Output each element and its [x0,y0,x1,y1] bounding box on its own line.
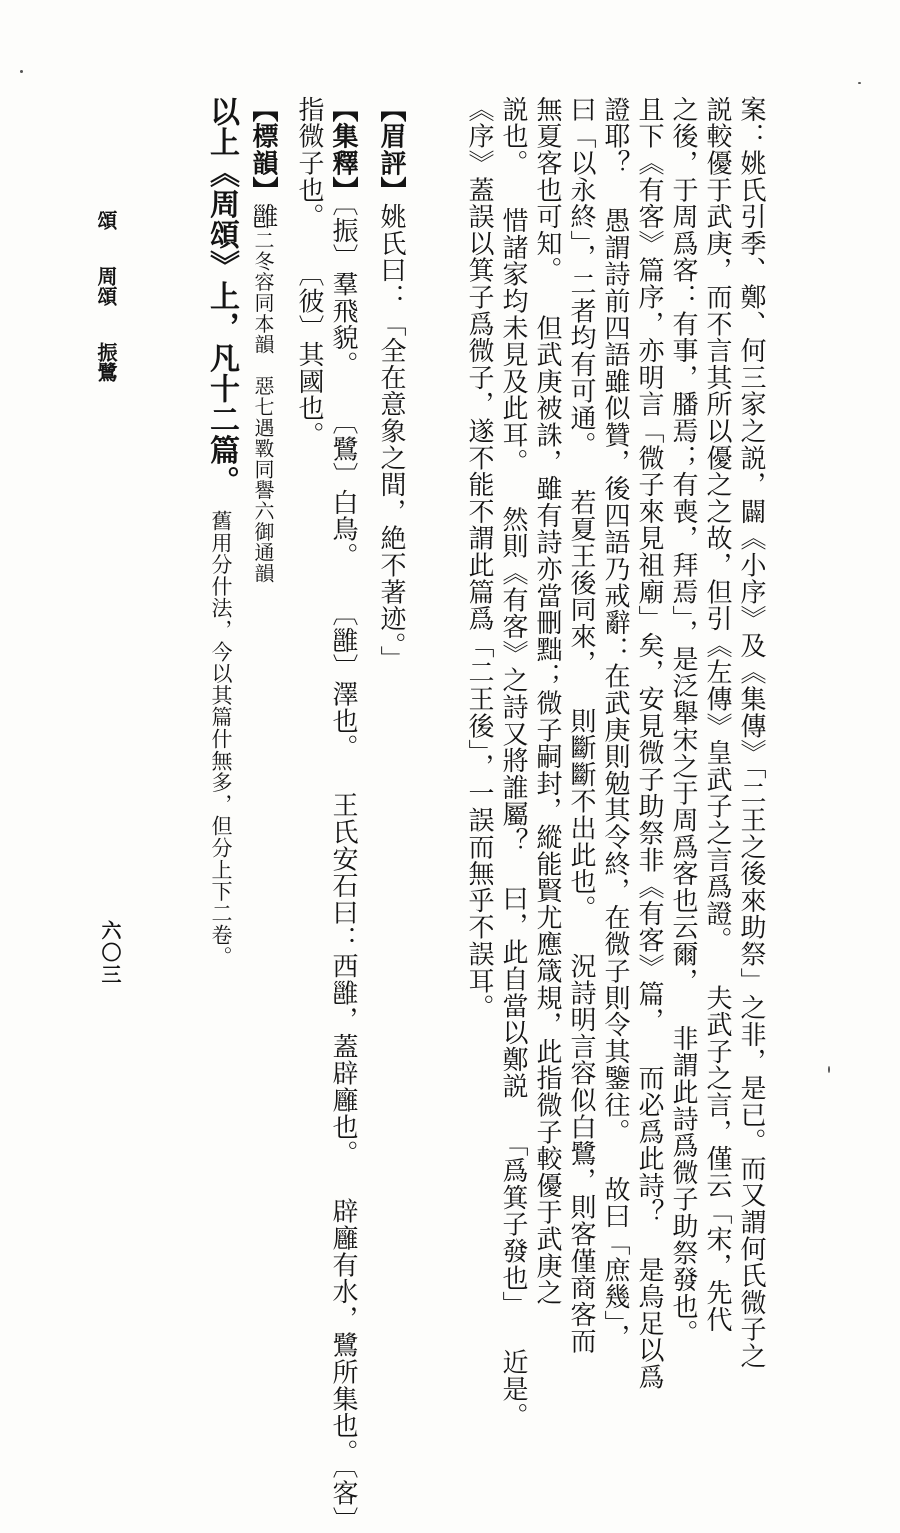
commentary-text: 姚氏曰：「全在意象之間，絶不著迹。」 [376,203,406,673]
annotation-column-1 [330,96,356,1533]
header-poem: 振鷺 [94,342,118,382]
rhyme-note: 二冬容同本韻 惡七遇斁同譽六御通韻 [251,230,275,584]
annotation-column-2: 指微子也。 〔彼〕其國也。 [294,96,324,449]
commentary-label: 【眉評】 [376,96,406,204]
header-section: 頌 [94,210,118,230]
closing-note: 舊用分什法，今以其篇什無多，但分上下二卷。 [209,510,233,969]
scan-speck [858,82,861,84]
scan-speck [20,70,23,73]
text-column-5: 證耶？ 愚謂詩前四語雖似贊，後四語乃戒辭：在武庚則勉其令終，在微子則令其鑒往。 故曰「庶幾」， [600,96,630,1351]
text-column-6: 曰「以永終」，二者均有可通。 若夏王後同來， 則斷斷不出此也。 況詩明言容似白鷺，則客僅商客而 [566,96,596,1355]
annotation-text: 〔振〕羣飛貌。 〔鷺〕白鳥。 〔雝〕澤也。 王氏安石曰：西雝，蓋辟廱也。 辟廱有水，鷺所集也。〔客〕 [328,203,358,1533]
text-column-4: 且下《有客》篇序，亦明言「微子來見祖廟」矣，安見微子助祭非《有客》篇， 而必爲此詩？ 是烏足以爲 [634,96,664,1391]
text-column-2: 説較優于武庚，而不言其所以優之之故，但引《左傳》皇武子之言爲證。 夫武子之言，僅云「宋，先代 [702,96,732,1333]
scan-speck [828,1066,830,1073]
running-header [92,210,121,382]
header-subsection: 周頌 [94,266,118,306]
rhyme-text: 雝 [248,203,278,231]
page-number: 六〇三 [98,920,122,986]
text-column-8: 説也。 惜諸家均未見及此耳。 然則《有客》之詩又將誰屬？ 曰，此自當以鄭説 「爲箕子發也」 近是。 [498,96,528,1430]
text-column-3: 之後，于周爲客：有事，膰焉；有喪，拜焉」，是泛舉宋之于周爲客也云爾， 非謂此詩爲微子助祭發也。 [668,96,698,1347]
closing-column [204,96,239,969]
rhyme-column [250,96,276,584]
rhyme-label: 【標韻】 [248,96,278,204]
text-column-7: 無夏客也可知。 但武庚被誅，雖有詩亦當刪黜；微子嗣封，縱能賢尤應箴規，此指微子較優于武庚之 [532,96,562,1306]
annotation-label: 【集釋】 [328,96,358,204]
commentary-column [378,96,404,673]
closing-text: 以上《周頌》上，凡十二篇。 [204,96,239,497]
text-column-9: 《序》蓋誤以箕子爲微子，遂不能不謂此篇爲「二王後」，一誤而無乎不誤耳。 [464,96,494,1021]
text-column-1: 案：姚氏引季、鄭、何三家之説，闢《小序》及《集傳》「二王之後來助祭」之非，是已。而又謂何氏微子之 [736,96,766,1370]
